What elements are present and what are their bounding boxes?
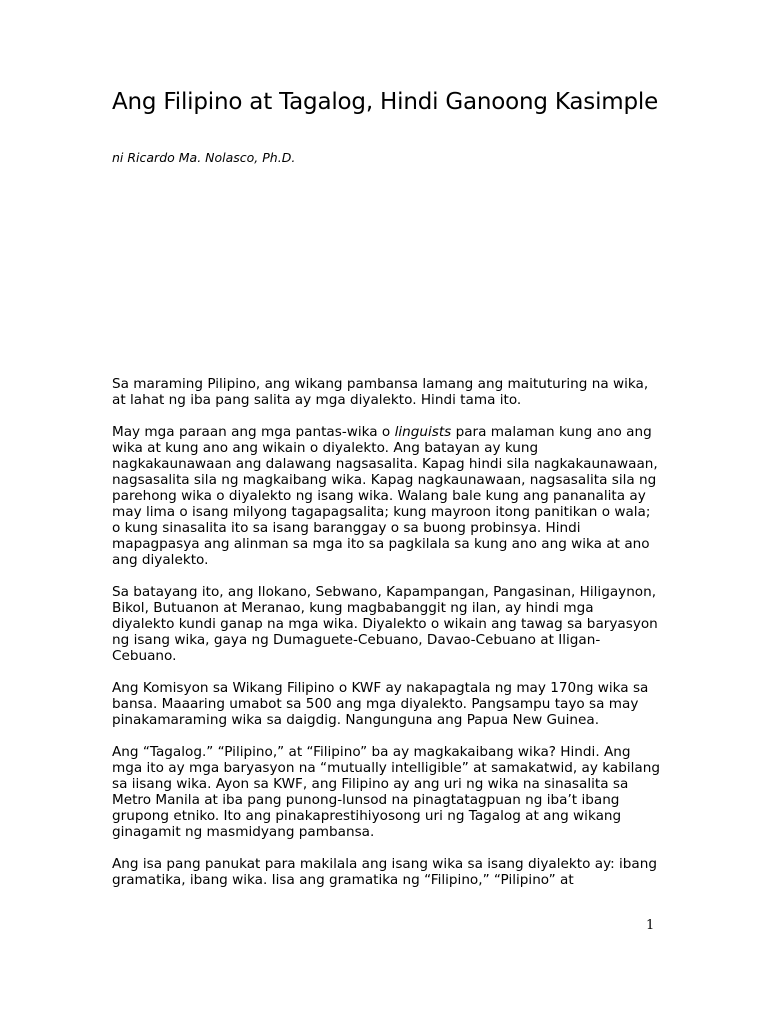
paragraph-6: Ang isa pang panukat para makilala ang isang wika sa isang diyalekto ay: ibang gramatika, ibang wika. Iisa ang gramatika ng “Filipino,” “Pilipino” at — [112, 856, 658, 888]
paragraph-4: Ang Komisyon sa Wikang Filipino o KWF ay nakapagtala ng may 170ng wika sa bansa. Maaaring umabot sa 500 ang mga diyalekto. Pangsampu tayo sa may pinakamaraming wika sa daigdig. Nangunguna ang Papua New Guinea. — [112, 680, 649, 728]
linguists-term: linguists — [394, 424, 452, 440]
paragraph-2-start: May mga paraan ang mga pantas-wika o — [112, 424, 395, 440]
document-title: Ang Filipino at Tagalog, Hindi Ganoong Kasimple — [112, 89, 659, 115]
author-byline: ni Ricardo Ma. Nolasco, Ph.D. — [112, 150, 296, 165]
page-number: 1 — [646, 918, 655, 933]
document-body — [112, 376, 660, 904]
paragraph-2 — [112, 424, 660, 568]
paragraph-5: Ang “Tagalog.” “Pilipino,” at “Filipino” ba ay magkakaibang wika? Hindi. Ang mga ito ay mga baryasyon na “mutually intelligible” at samakatwid, ay kabilang sa iisang wika. Ayon sa KWF, ang Filipino ay ang uri ng wika na sinasalita sa Metro Manila at iba pang punong-lunsod na pinagtatagpuan ng iba’t ibang grupong etniko. Ito ang pinakaprestihiyosong uri ng Tagalog at ang wikang ginagamit ng masmidyang pambansa. — [112, 744, 660, 840]
paragraph-1: Sa maraming Pilipino, ang wikang pambansa lamang ang maituturing na wika, at lahat ng iba pang salita ay mga diyalekto. Hindi tama ito. — [112, 376, 649, 408]
paragraph-2-end: para malaman kung ano ang wika at kung ano ang wikain o diyalekto. Ang batayan ay kung nagkakaunawaan ang dalawang nagsasalita. Kapag hindi sila nagkakaunawaan, nagsasalita sila ng magkaibang wika. Kapag nagkaunawaan, nagsasalita sila ng parehong wika o diyalekto ng isang wika. Walang bale kung ang pananalita ay may lima o isang milyong tagapagsalita; kung mayroon itong panitikan o wala; o kung sinasalita ito sa isang baranggay o sa buong probinsya. Hindi mapagpasya ang alinman sa mga ito sa pagkilala sa kung ano ang wika at ano ang diyalekto. — [112, 424, 658, 568]
paragraph-3: Sa batayang ito, ang Ilokano, Sebwano, Kapampangan, Pangasinan, Hiligaynon, Bikol, Butuanon at Meranao, kung magbabanggit ng ilan, ay hindi mga diyalekto kundi ganap na mga wika. Diyalekto o wikain ang tawag sa baryasyon ng isang wika, gaya ng Dumaguete-Cebuano, Davao-Cebuano at Iligan-Cebuano. — [112, 584, 658, 664]
